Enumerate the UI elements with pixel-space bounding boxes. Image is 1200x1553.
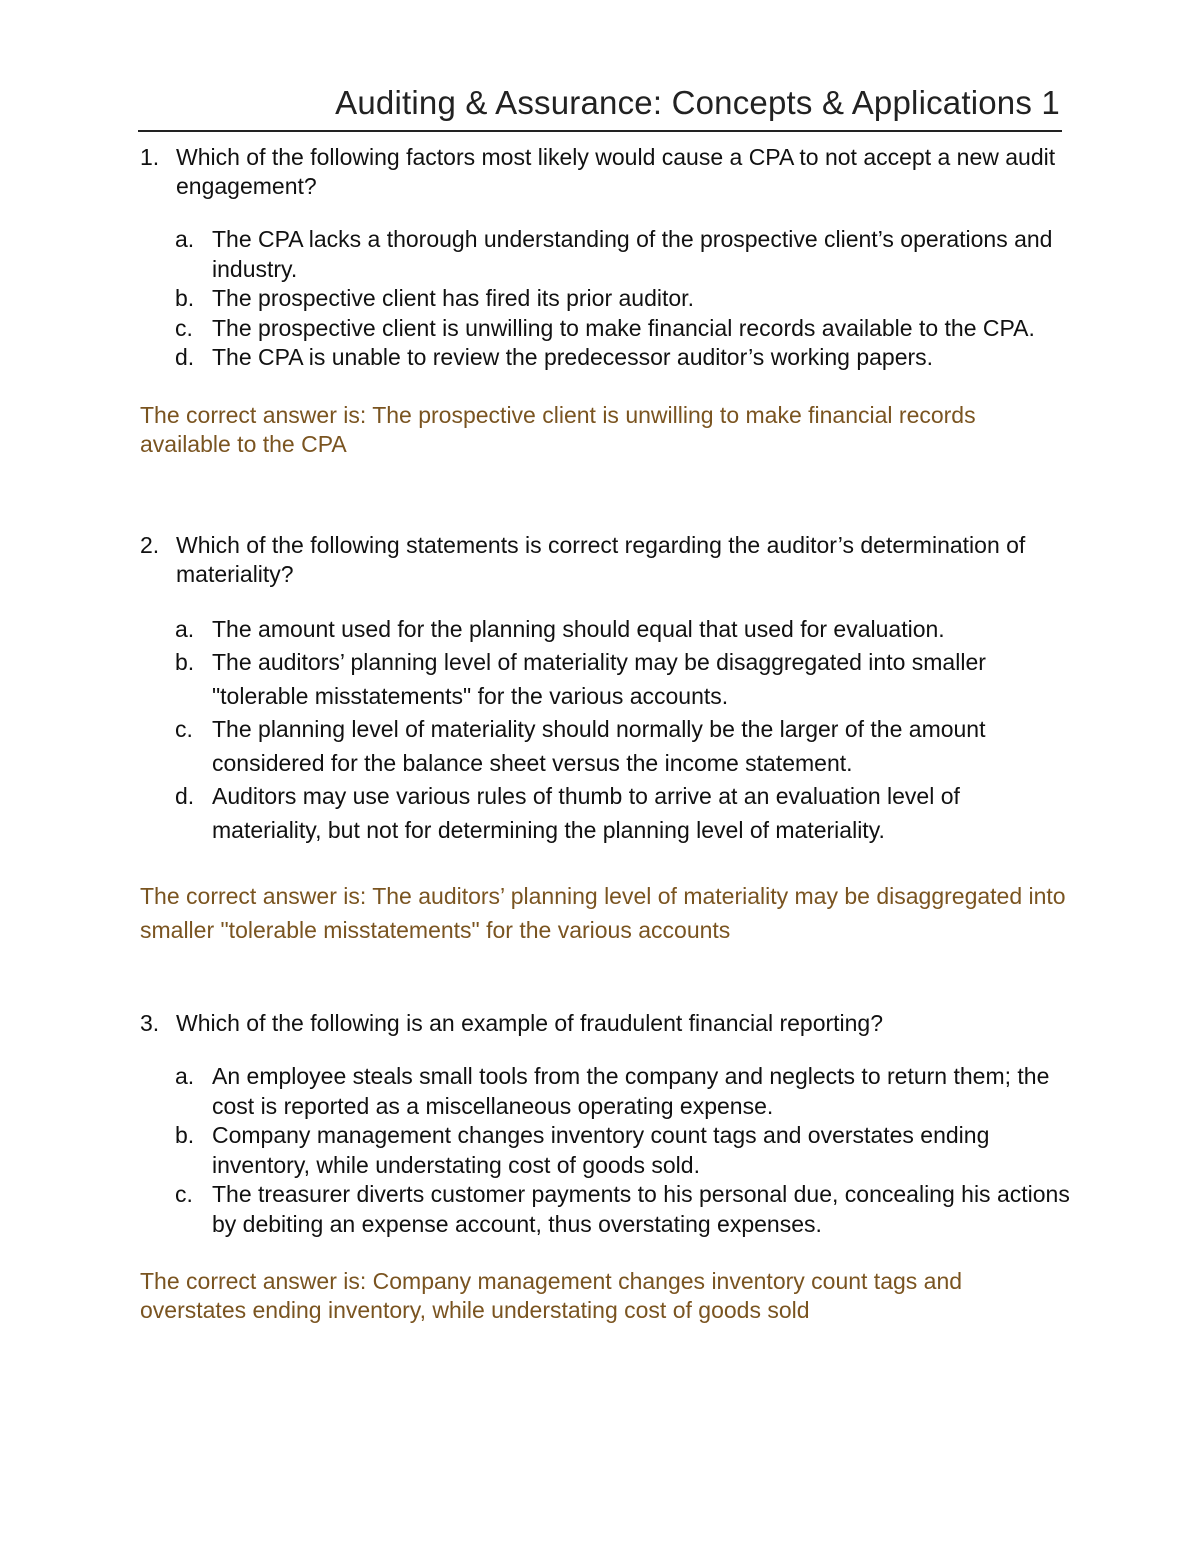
question-prompt [140, 143, 1070, 201]
question-1 [140, 143, 1070, 459]
option-letter: a. [175, 615, 195, 642]
correct-answer: The correct answer is: The auditors’ planning level of materiality may be disaggregated into smaller "tolerable misstatements" for the various accounts [140, 883, 1066, 943]
question-number: 2. [140, 531, 160, 558]
question-text: Which of the following is an example of fraudulent financial reporting? [176, 1010, 884, 1036]
option-c [140, 314, 1070, 344]
correct-answer: The correct answer is: Company management changes inventory count tags and overstates ending inventory, while understating cost of goods sold [140, 1268, 963, 1323]
option-b [140, 284, 1070, 314]
option-letter: b. [175, 285, 195, 311]
question-text: Which of the following factors most likely would cause a CPA to not accept a new audit engagement? [176, 144, 1056, 199]
option-letter: d. [175, 783, 195, 809]
option-a [140, 613, 1070, 647]
page-title: Auditing & Assurance: Concepts & Applications 1 [335, 84, 1060, 121]
option-d [140, 343, 1070, 373]
option-letter: a. [175, 1063, 195, 1089]
page-header [138, 78, 1062, 132]
option-list [140, 1062, 1070, 1239]
option-b [140, 646, 1070, 713]
option-text: The CPA is unable to review the predecessor auditor’s working papers. [212, 344, 934, 370]
option-letter: c. [175, 314, 193, 341]
option-text: The treasurer diverts customer payments to his personal due, concealing his actions by debiting an expense account, thus overstating expenses. [212, 1181, 1070, 1237]
option-list [140, 225, 1070, 373]
option-list [140, 613, 1070, 848]
question-list [140, 143, 1070, 1325]
option-d [140, 780, 1070, 847]
question-prompt [140, 1009, 1070, 1038]
option-text: Auditors may use various rules of thumb to arrive at an evaluation level of materiality, but not for determining the planning level of materiality. [212, 783, 960, 843]
question-text: Which of the following statements is correct regarding the auditor’s determination of materiality? [176, 531, 1026, 587]
option-b [140, 1121, 1070, 1180]
option-letter: c. [175, 1181, 193, 1207]
option-text: An employee steals small tools from the company and neglects to return them; the cost is reported as a miscellaneous operating expense. [212, 1063, 1050, 1119]
option-text: The planning level of materiality should normally be the larger of the amount considered for the balance sheet versus the income statement. [212, 716, 986, 776]
option-text: The CPA lacks a thorough understanding of the prospective client’s operations and industry. [212, 226, 1053, 282]
option-text: The prospective client has fired its prior auditor. [212, 285, 694, 311]
question-prompt [140, 531, 1070, 589]
option-letter: d. [175, 344, 195, 370]
option-text: The prospective client is unwilling to make financial records available to the CPA. [212, 314, 1035, 341]
option-text: Company management changes inventory count tags and overstates ending inventory, while understating cost of goods sold. [212, 1122, 990, 1178]
option-letter: b. [175, 1122, 195, 1148]
option-letter: a. [175, 226, 195, 252]
option-letter: c. [175, 716, 193, 742]
option-c [140, 713, 1070, 780]
question-3 [140, 1009, 1070, 1325]
option-letter: b. [175, 649, 195, 675]
option-text: The amount used for the planning should equal that used for evaluation. [212, 615, 945, 642]
question-number: 3. [140, 1010, 160, 1036]
option-c [140, 1180, 1070, 1239]
correct-answer: The correct answer is: The prospective client is unwilling to make financial records available to the CPA [140, 401, 976, 457]
option-a [140, 225, 1070, 284]
option-a [140, 1062, 1070, 1121]
question-number: 1. [140, 144, 160, 170]
option-text: The auditors’ planning level of materiality may be disaggregated into smaller "tolerable misstatements" for the various accounts. [212, 649, 986, 709]
question-2 [140, 531, 1070, 948]
